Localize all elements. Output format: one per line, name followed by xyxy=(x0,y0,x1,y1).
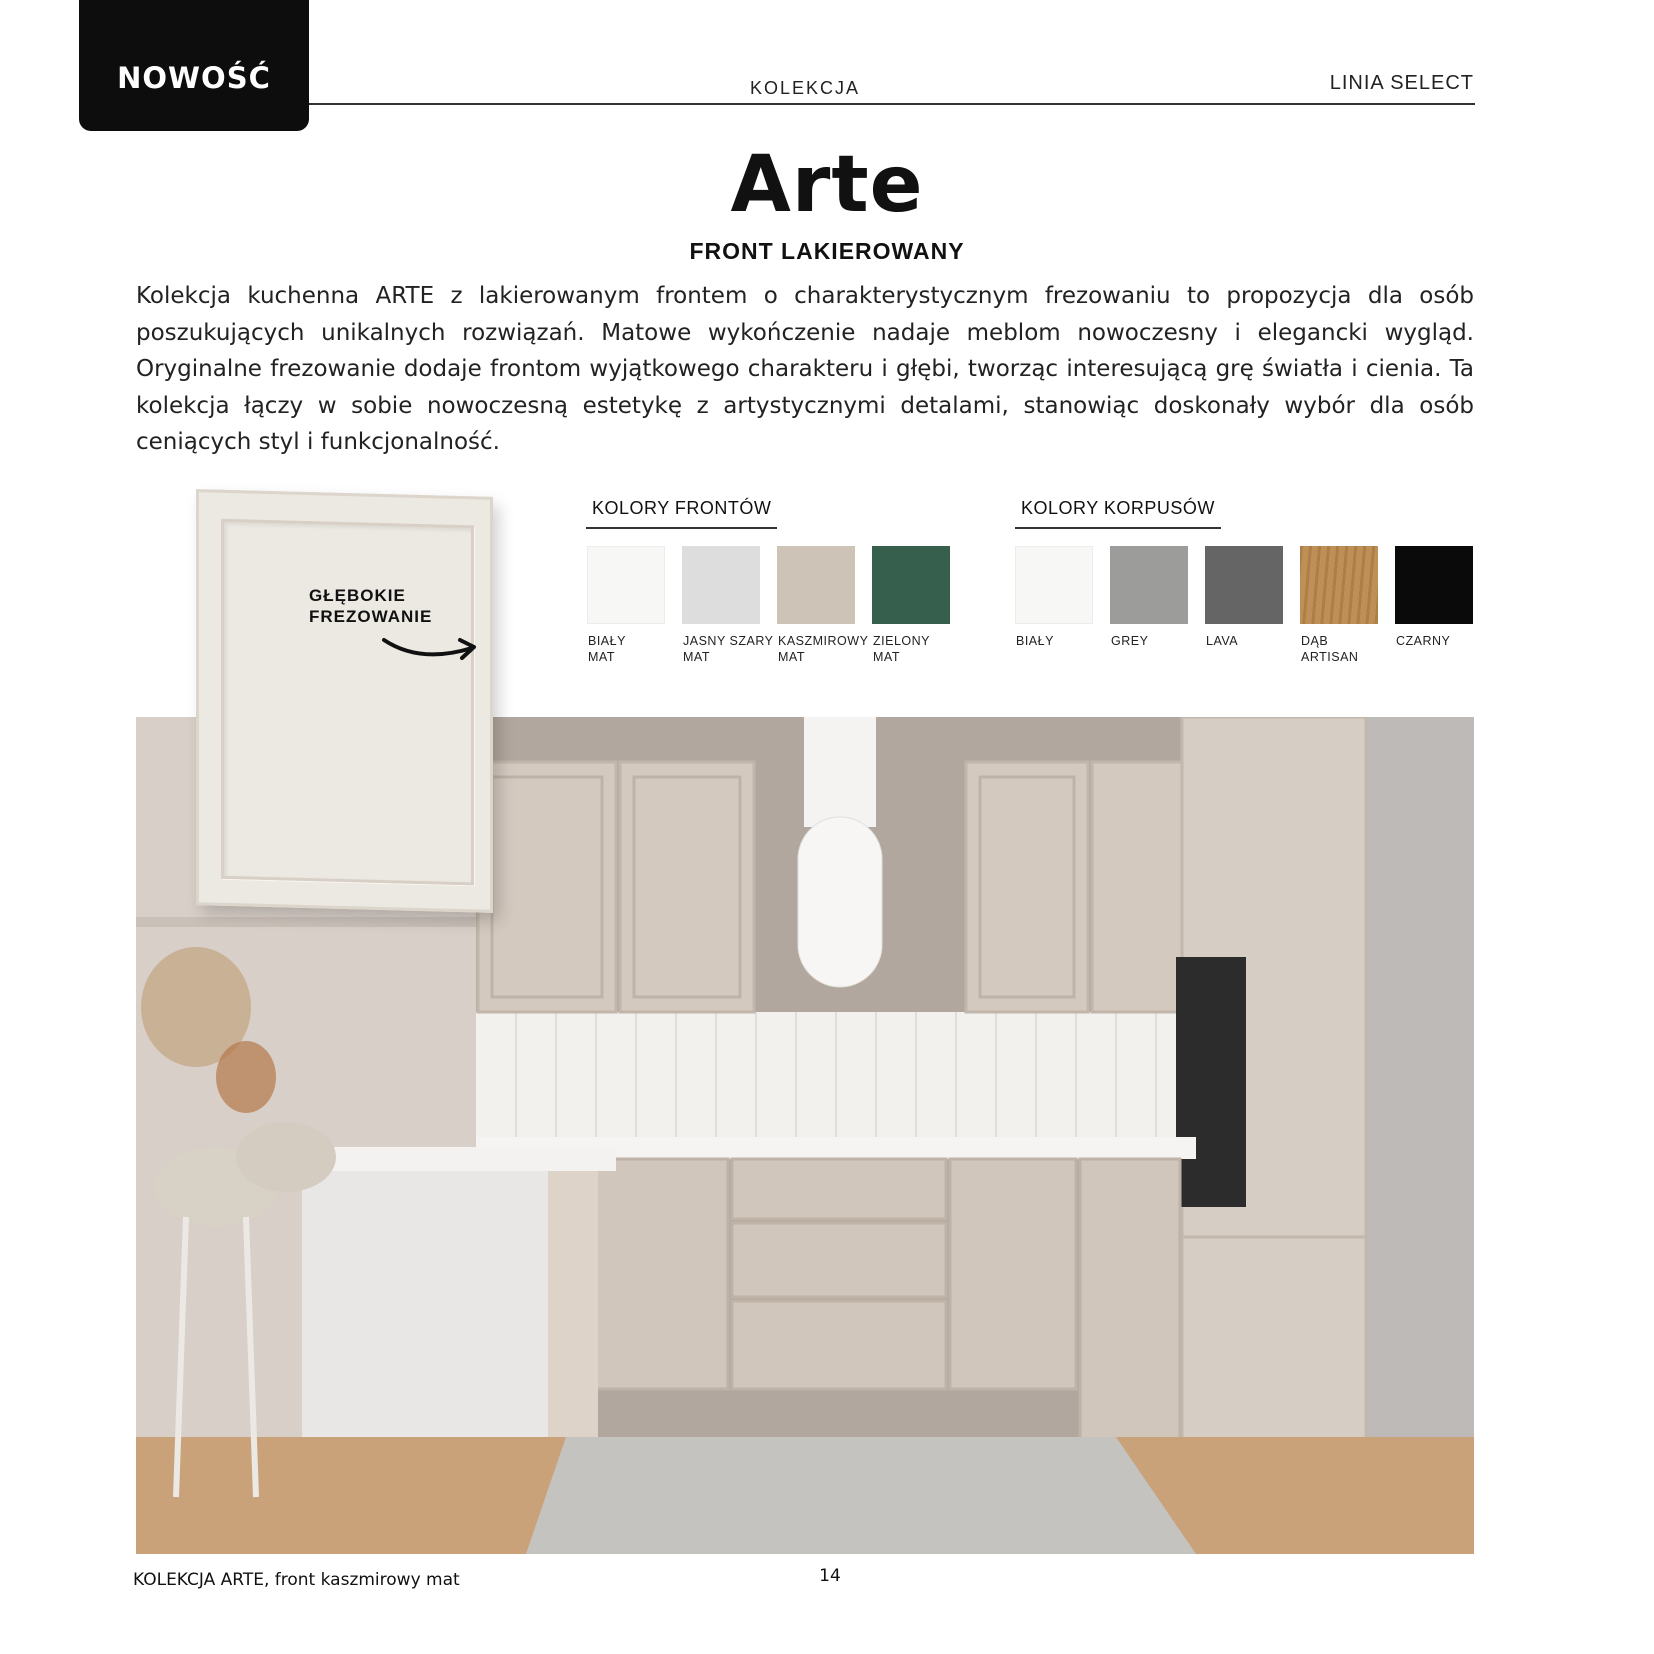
swatch-label-line1: LAVA xyxy=(1206,634,1239,648)
description: Kolekcja kuchenna ARTE z lakierowanym frontem o charakterystycznym frezowaniu to propozycja dla osób poszukujących unikalnych rozwiązań. Matowe wykończenie nadaje meblom nowoczesny i elegancki wygląd. Oryginalne frezowanie dodaje frontom wyjątkowego charakteru i głębi, tworząc interesującą grę światła i cienia. Ta kolekcja łączy w sobie nowoczesną estetykę z artystycznymi detalami, stanowiąc doskonały wybór dla osób ceniących styl i funkcjonalność. xyxy=(136,283,1474,455)
swatch-label-body-dab-artisan xyxy=(1301,633,1396,665)
swatch-front-kaszmirowy[interactable] xyxy=(777,546,855,624)
header-rule xyxy=(309,103,1475,105)
swatch-label-line1: ZIELONY xyxy=(873,634,930,648)
new-badge xyxy=(79,0,309,131)
swatch-label-front-zielony xyxy=(873,633,968,665)
swatch-label-line2: ARTISAN xyxy=(1301,650,1359,664)
swatch-label-line1: KASZMIROWY xyxy=(778,634,869,648)
milling-label xyxy=(309,585,432,627)
swatch-front-zielony[interactable] xyxy=(872,546,950,624)
swatch-label-line1: JASNY SZARY xyxy=(683,634,774,648)
page-subtitle: FRONT LAKIEROWANY xyxy=(689,238,965,264)
photo-caption: KOLEKCJA ARTE, front kaszmirowy mat xyxy=(133,1570,460,1590)
swatch-label-line1: BIAŁY xyxy=(588,634,626,648)
curved-arrow-icon xyxy=(380,630,480,670)
swatch-label-line2: MAT xyxy=(683,650,710,664)
swatch-label-line2: MAT xyxy=(778,650,805,664)
swatch-body-czarny[interactable] xyxy=(1395,546,1473,624)
new-badge-label: NOWOŚĆ xyxy=(117,60,271,95)
swatch-body-dab-artisan[interactable] xyxy=(1300,546,1378,624)
swatch-label-body-bialy xyxy=(1016,633,1111,649)
swatch-label-line1: BIAŁY xyxy=(1016,634,1054,648)
collection-label: KOLEKCJA xyxy=(749,78,861,98)
swatch-label-front-kaszmirowy xyxy=(778,633,873,665)
swatch-front-bialy[interactable] xyxy=(587,546,665,624)
swatch-label-line2: MAT xyxy=(873,650,900,664)
front-sample-milling xyxy=(221,519,474,886)
swatch-label-body-lava xyxy=(1206,633,1301,649)
page-number: 14 xyxy=(819,1566,841,1586)
swatch-front-jasny-szary[interactable] xyxy=(682,546,760,624)
swatch-body-lava[interactable] xyxy=(1205,546,1283,624)
milling-label-line1: GŁĘBOKIE xyxy=(309,586,406,605)
front-sample-panel xyxy=(196,489,493,913)
swatch-label-line1: DĄB xyxy=(1301,634,1329,648)
swatch-body-bialy[interactable] xyxy=(1015,546,1093,624)
swatch-label-body-grey xyxy=(1111,633,1206,649)
front-colors-title: KOLORY FRONTÓW xyxy=(586,498,777,529)
swatch-label-line1: CZARNY xyxy=(1396,634,1451,648)
body-colors-title: KOLORY KORPUSÓW xyxy=(1015,498,1221,529)
swatch-label-front-bialy xyxy=(588,633,683,665)
swatch-label-body-czarny xyxy=(1396,633,1491,649)
milling-label-line2: FREZOWANIE xyxy=(309,607,433,626)
swatch-label-front-jasny-szary xyxy=(683,633,778,665)
swatch-label-line1: GREY xyxy=(1111,634,1149,648)
swatch-body-grey[interactable] xyxy=(1110,546,1188,624)
swatch-label-line2: MAT xyxy=(588,650,615,664)
page-title: Arte xyxy=(730,140,924,230)
line-label: LINIA SELECT xyxy=(1329,72,1474,94)
